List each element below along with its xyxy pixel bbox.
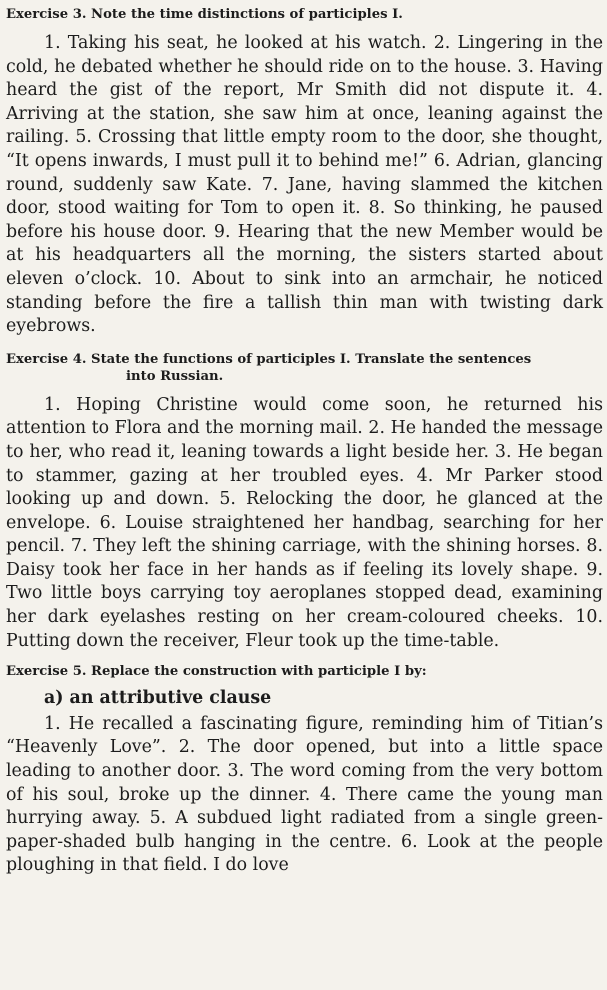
exercise-4-heading bbox=[6, 351, 603, 385]
exercise-4-heading-line2: into Russian. bbox=[126, 368, 224, 384]
exercise-3-text: 1. Taking his seat, he looked at his watch. 2. Lingering in the cold, he debated whether he should ride on to the house. 3. Having heard the gist of the report, Mr Smith did not dispute it. 4. Arriving at the station, she saw him at once, leaning against the railing. 5. Crossing that little empty room to the door, she thought, “It opens inwards, I must pull it to behind me!” 6. Adrian, glancing round, suddenly saw Kate. 7. Jane, having slammed the kitchen door, stood waiting for Tom to open it. 8. So thinking, he paused before his house door. 9. Hearing that the new Member would be at his headquarters all the morning, the sisters started about eleven o’clock. 10. About to sink into an armchair, he noticed standing before the fire a tallish thin man with twisting dark eyebrows. bbox=[6, 33, 603, 337]
exercise-5-subheading: a) an attributive clause bbox=[44, 688, 272, 709]
exercise-5-text: 1. He recalled a fascinating figure, reminding him of Titian’s “Heavenly Love”. 2. The door opened, but into a little space leading to another door. 3. The word coming from the very bottom of his soul, broke up the dinner. 4. There came the young man hurrying away. 5. A subdued light radiated from a single green-paper-shaded bulb hanging in the centre. 6. Look at the people ploughing in that field. I do love bbox=[6, 713, 603, 876]
exercise-4-text: 1. Hoping Christine would come soon, he returned his attention to Flora and the morning mail. 2. He handed the message to her, who read it, leaning towards a light beside her. 3. He began to stammer, gazing at her troubled eyes. 4. Mr Parker stood looking up and down. 5. Relocking the door, he glanced at the envelope. 6. Louise straightened her handbag, searching for her pencil. 7. They left the shining carriage, with the shining horses. 8. Daisy took her face in her hands as if feeling its lovely shape. 9. Two little boys carrying toy aeroplanes stopped dead, examining her dark eyelashes resting on her cream-coloured cheeks. 10. Putting down the receiver, Fleur took up the time-table. bbox=[6, 394, 603, 651]
exercise-5-heading: Exercise 5. Replace the construction with participle I by: bbox=[6, 664, 427, 680]
exercise-4-heading-line1: Exercise 4. State the functions of participles I. Translate the sentences bbox=[6, 351, 532, 367]
exercise-3-heading: Exercise 3. Note the time distinctions of participles I. bbox=[6, 7, 403, 22]
